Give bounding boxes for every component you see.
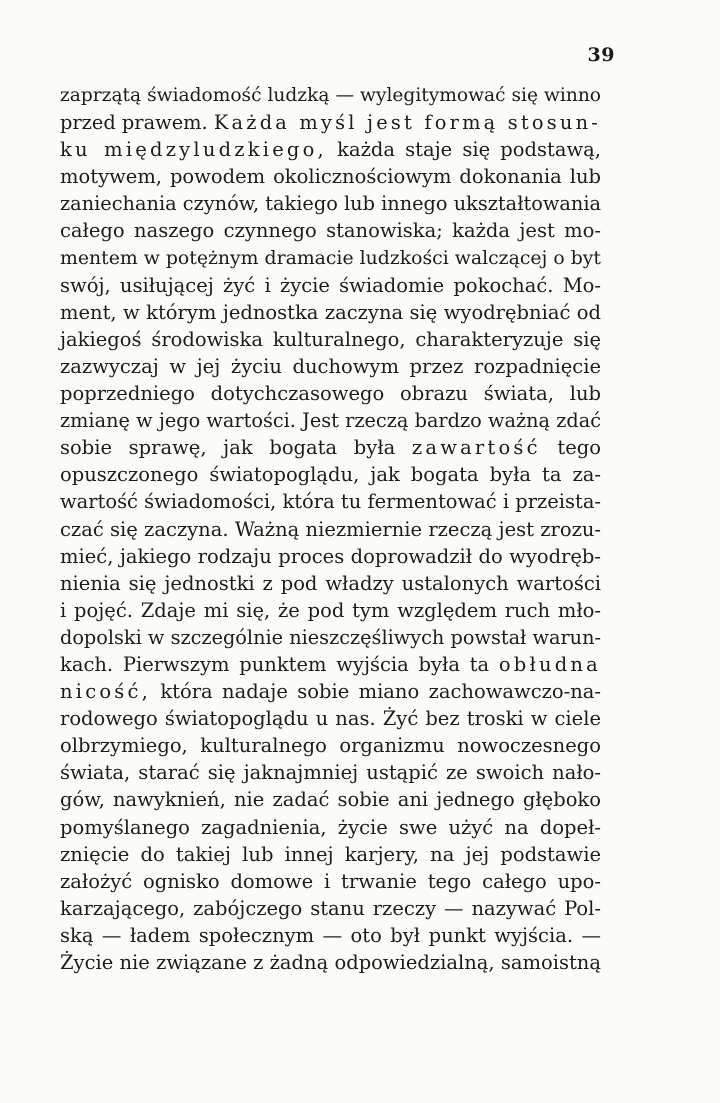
text-line xyxy=(60,732,601,759)
text-run: pomyślanego zagadnienia, życie swe użyć na dopeł- xyxy=(60,815,601,839)
text-line xyxy=(60,949,601,976)
text-run: założyć ognisko domowe i trwanie tego całego upo- xyxy=(60,869,601,893)
spaced-emphasis-text: nicość, xyxy=(60,680,151,704)
text-line xyxy=(60,516,601,543)
text-run: Życie nie związane z żadną odpowiedzialną, samoistną xyxy=(60,951,601,974)
text-line xyxy=(60,624,601,651)
text-run: przed prawem. xyxy=(60,111,214,135)
text-run: karzającego, zabójczego stanu rzeczy — nazywać Pol- xyxy=(60,896,601,920)
text-run: i pojęć. Zdaje mi się, że pod tym względem ruch mło- xyxy=(60,598,601,622)
page-number: 39 xyxy=(587,44,615,66)
text-run: rodowego światopoglądu u nas. Żyć bez troski w ciele xyxy=(60,707,601,731)
text-run: świata, starać się jaknajmniej ustąpić ze swoich nało- xyxy=(60,761,601,785)
text-line xyxy=(60,678,601,705)
text-line xyxy=(60,326,601,353)
text-run: jakiegoś środowiska kulturalnego, charakteryzuje się xyxy=(60,327,601,351)
text-line xyxy=(60,922,601,949)
text-line xyxy=(60,705,601,732)
text-line xyxy=(60,272,601,299)
text-run: olbrzymiego, kulturalnego organizmu nowoczesnego xyxy=(60,734,601,758)
text-line xyxy=(60,461,601,488)
text-run: gów, nawyknień, nie zadać sobie ani jednego głęboko xyxy=(60,788,601,812)
text-line xyxy=(60,895,601,922)
text-run: mentem w potężnym dramacie ludzkości walczącej o byt xyxy=(60,247,601,269)
text-run: poprzedniego dotychczasowego obrazu świata, lub xyxy=(60,382,601,406)
text-run: ską — ładem społecznym — oto był punkt wyjścia. — xyxy=(60,923,601,947)
text-run: znięcie do takiej lub innej karjery, na jej podstawie xyxy=(60,842,601,866)
text-run: tego xyxy=(540,436,601,460)
text-line xyxy=(60,868,601,895)
text-run: swój, usiłującej żyć i życie świadomie pokochać. Mo- xyxy=(60,273,601,297)
text-run: zazwyczaj w jej życiu duchowym przez rozpadnięcie xyxy=(60,354,601,378)
body-text xyxy=(60,82,601,976)
text-run: motywem, powodem okolicznościowym dokonania lub xyxy=(60,165,601,189)
text-line xyxy=(60,190,601,217)
text-line xyxy=(60,597,601,624)
text-line xyxy=(60,299,601,326)
text-run: zaniechania czynów, takiego lub innego ukształtowania xyxy=(60,192,602,216)
text-run: czać się zaczyna. Ważną niezmiernie rzeczą jest zrozu- xyxy=(60,517,601,541)
text-line xyxy=(60,786,601,813)
text-line xyxy=(60,353,601,380)
text-run: która nadaje sobie miano zachowawczo-na- xyxy=(150,680,601,704)
text-run: każda staje się podstawą, xyxy=(326,138,601,162)
text-line xyxy=(60,543,601,570)
text-line xyxy=(60,570,601,597)
spaced-emphasis-text: obłudna xyxy=(498,652,601,676)
text-run: mieć, jakiego rodzaju proces doprowadził do wyodręb- xyxy=(60,544,601,568)
text-run: zaprzątą świadomość ludzką — wylegitymować się winno xyxy=(60,85,601,106)
text-run: zmianę w jego wartości. Jest rzeczą bardzo ważną zdać xyxy=(60,409,601,433)
text-line xyxy=(60,136,601,163)
text-run: wartość świadomości, która tu fermentować i przeista- xyxy=(60,490,601,514)
text-line xyxy=(60,488,601,515)
text-line xyxy=(60,814,601,841)
text-line xyxy=(60,759,601,786)
text-run: sobie sprawę, jak bogata była xyxy=(60,436,412,460)
spaced-emphasis-text: zawartość xyxy=(411,436,541,460)
spaced-emphasis-text: Każda myśl jest formą stosun- xyxy=(213,111,602,135)
text-run: opuszczonego światopoglądu, jak bogata była ta za- xyxy=(60,463,601,487)
text-run: ment, w którym jednostka zaczyna się wyodrębniać od xyxy=(60,300,601,324)
text-line xyxy=(60,434,601,461)
text-run: kach. Pierwszym punktem wyjścia była ta xyxy=(60,652,499,676)
spaced-emphasis-text: ku międzyludzkiego, xyxy=(60,138,327,162)
text-line xyxy=(60,217,601,244)
text-line xyxy=(60,82,601,109)
text-line xyxy=(60,651,601,678)
text-line xyxy=(60,407,601,434)
text-run: całego naszego czynnego stanowiska; każda jest mo- xyxy=(60,219,601,243)
text-run: nienia się jednostki z pod władzy ustalonych wartości xyxy=(60,571,601,595)
text-line xyxy=(60,163,601,190)
text-run: dopolski w szczególnie nieszczęśliwych powstał warun- xyxy=(60,625,601,649)
text-line xyxy=(60,109,601,136)
text-line xyxy=(60,841,601,868)
text-line xyxy=(60,380,601,407)
text-line xyxy=(60,245,601,272)
